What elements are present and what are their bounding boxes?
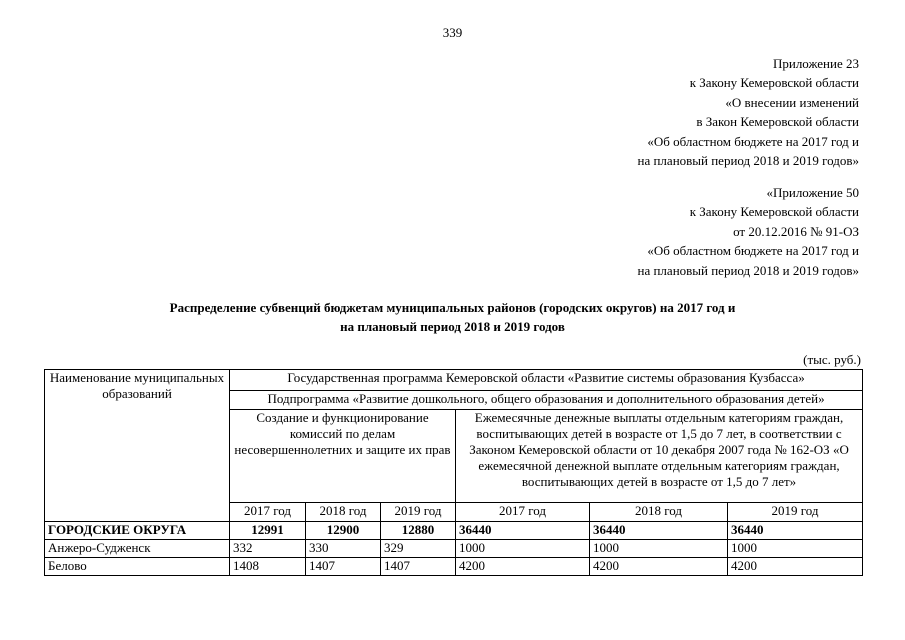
year-header: 2018 год [590, 503, 728, 522]
table-cell: 36440 [590, 522, 728, 540]
row-name: Анжеро-Судженск [45, 540, 230, 558]
table-cell: 1000 [728, 540, 863, 558]
year-header: 2017 год [230, 503, 306, 522]
table-row-total-urban-districts [45, 522, 863, 540]
table-cell: 329 [381, 540, 456, 558]
document-title [0, 298, 905, 336]
year-header: 2019 год [728, 503, 863, 522]
annex-50-line: на плановый период 2018 и 2019 годов» [637, 262, 859, 278]
subprogram-header: Подпрограмма «Развитие дошкольного, общего образования и дополнительного образования детей» [230, 391, 863, 410]
year-header: 2019 год [381, 503, 456, 522]
table-cell: 1407 [381, 558, 456, 576]
table-cell: 1407 [306, 558, 381, 576]
monthly-payments-group-header: Ежемесячные денежные выплаты отдельным категориям граждан, воспитывающих детей в возрасте от 1,5 до 7 лет, в соответствии с Законом Кемеровской области от 10 декабря 2007 года № 162-ОЗ «О ежемесячной денежной выплате отдельным категориям граждан, воспитывающих детей в возрасте от 1,5 до 7 лет» [456, 410, 863, 503]
table-cell: 332 [230, 540, 306, 558]
units-label: (тыс. руб.) [803, 352, 861, 367]
table-cell: 36440 [456, 522, 590, 540]
annex-23-header [638, 54, 860, 170]
table-cell: 1408 [230, 558, 306, 576]
year-header: 2017 год [456, 503, 590, 522]
annex-23-line: «О внесении изменений [725, 94, 859, 110]
table-cell: 12991 [230, 522, 306, 540]
table-cell: 4200 [590, 558, 728, 576]
annex-23-line: к Закону Кемеровской области [689, 75, 859, 91]
table-cell: 330 [306, 540, 381, 558]
row-name: ГОРОДСКИЕ ОКРУГА [45, 522, 230, 540]
program-header: Государственная программа Кемеровской области «Развитие системы образования Кузбасса» [230, 370, 863, 391]
annex-23-line: в Закон Кемеровской области [696, 114, 859, 130]
table-cell: 4200 [456, 558, 590, 576]
commissions-group-header: Создание и функционирование комиссий по делам несовершеннолетних и защите их прав [230, 410, 456, 503]
annex-50-line: к Закону Кемеровской области [689, 204, 859, 220]
annex-23-line: на плановый период 2018 и 2019 годов» [637, 153, 859, 169]
annex-23-line: Приложение 23 [772, 56, 859, 71]
municipality-column-header: Наименование муниципальных образований [45, 370, 230, 522]
table-cell: 12900 [306, 522, 381, 540]
annex-50-line: от 20.12.2016 № 91-ОЗ [733, 223, 859, 239]
year-header: 2018 год [306, 503, 381, 522]
annex-50-line: «Приложение 50 [766, 185, 859, 200]
document-title-line-2: на плановый период 2018 и 2019 годов [340, 319, 565, 334]
table-cell: 36440 [728, 522, 863, 540]
table-row [45, 558, 863, 576]
subsidy-table [44, 369, 863, 576]
table-cell: 1000 [590, 540, 728, 558]
table-cell: 12880 [381, 522, 456, 540]
page-number: 339 [442, 25, 463, 40]
annex-50-line: «Об областном бюджете на 2017 год и [647, 243, 859, 259]
row-name: Белово [45, 558, 230, 576]
document-title-line-1: Распределение субвенций бюджетам муниципальных районов (городских округов) на 2017 год и [169, 300, 736, 315]
table-cell: 4200 [728, 558, 863, 576]
annex-23-line: «Об областном бюджете на 2017 год и [647, 133, 859, 149]
annex-50-header [638, 183, 860, 280]
table-cell: 1000 [456, 540, 590, 558]
table-row [45, 540, 863, 558]
